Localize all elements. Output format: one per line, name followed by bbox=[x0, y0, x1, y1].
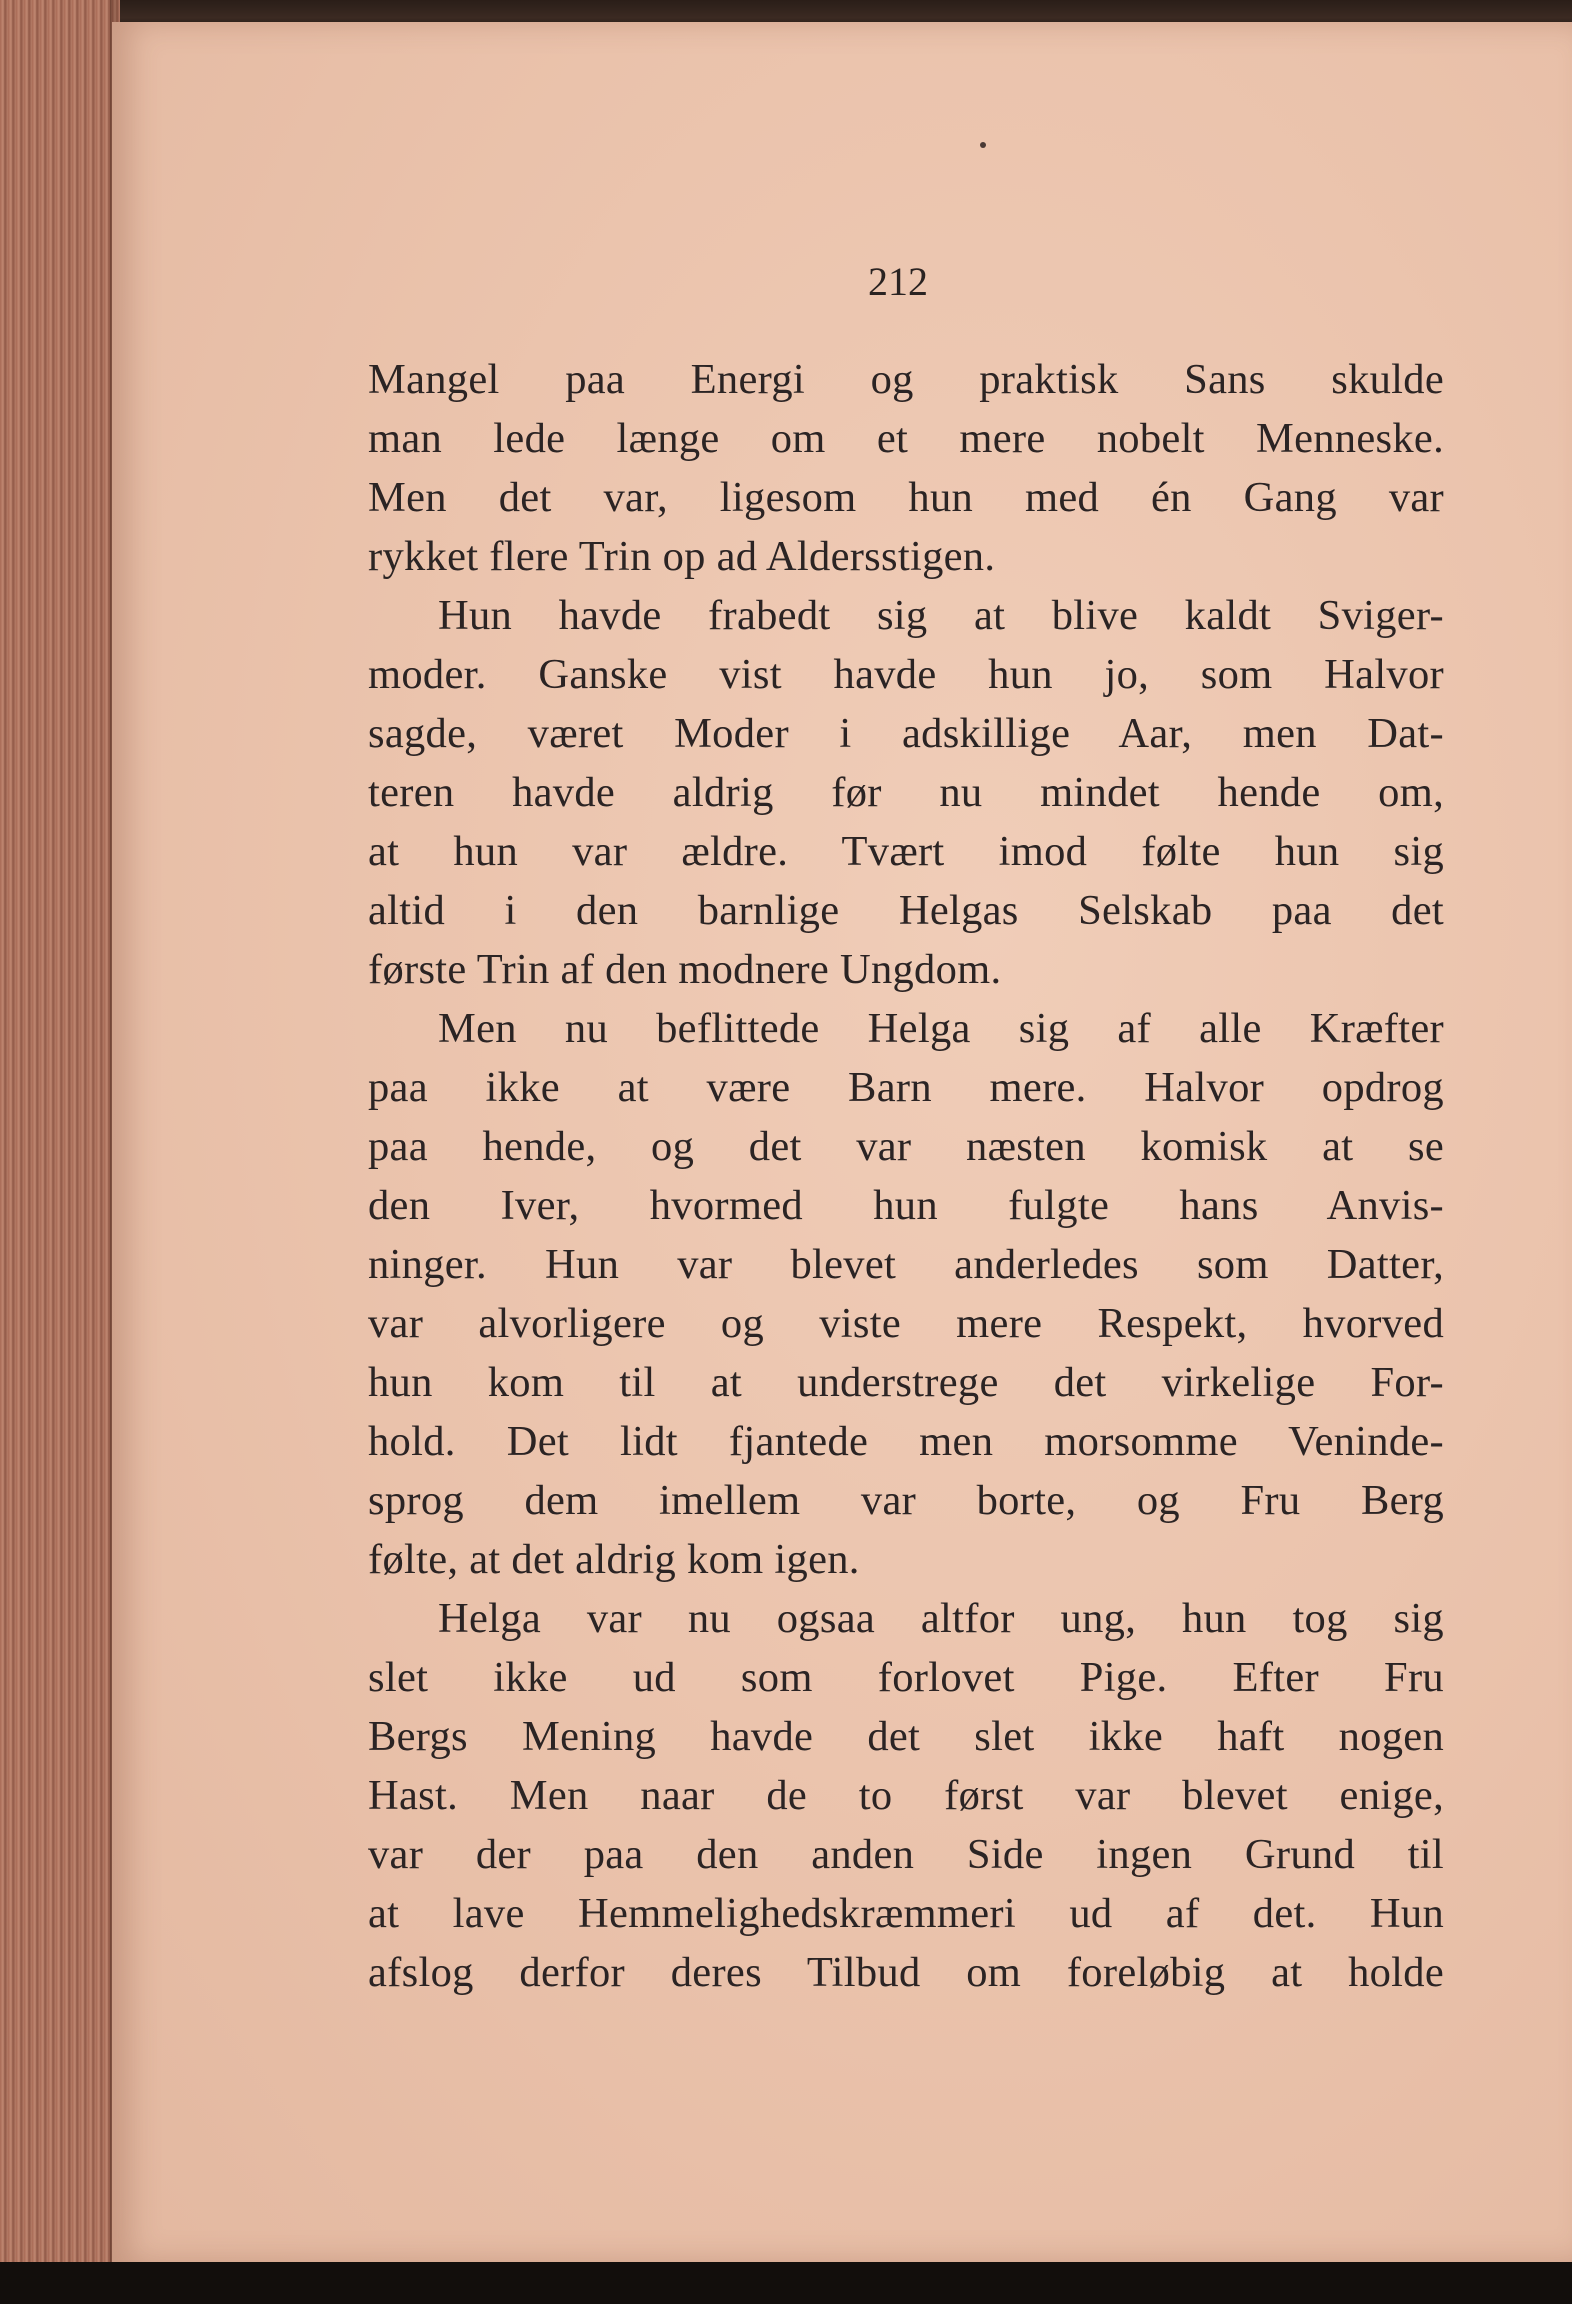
text-line: moder. Ganske vist havde hun jo, som Halvor bbox=[368, 651, 1444, 698]
text-line: Hun havde frabedt sig at blive kaldt Sviger- bbox=[438, 592, 1444, 639]
text-line: teren havde aldrig før nu mindet hende om, bbox=[368, 769, 1444, 816]
text-line: afslog derfor deres Tilbud om foreløbig at holde bbox=[368, 1949, 1444, 1996]
page-speck bbox=[980, 142, 986, 148]
text-line: Hast. Men naar de to først var blevet enige, bbox=[368, 1772, 1444, 1819]
text-line: var der paa den anden Side ingen Grund til bbox=[368, 1831, 1444, 1878]
text-line: den Iver, hvormed hun fulgte hans Anvis- bbox=[368, 1182, 1444, 1229]
text-line: Bergs Mening havde det slet ikke haft nogen bbox=[368, 1713, 1444, 1760]
text-line: altid i den barnlige Helgas Selskab paa det bbox=[368, 887, 1444, 934]
text-line: at lave Hemmelighedskræmmeri ud af det. Hun bbox=[368, 1890, 1444, 1937]
text-line: Mangel paa Energi og praktisk Sans skulde bbox=[368, 356, 1444, 403]
paragraph bbox=[368, 999, 1444, 1589]
book-bottom-edge bbox=[0, 2262, 1572, 2304]
text-line: hold. Det lidt fjantede men morsomme Veninde- bbox=[368, 1418, 1444, 1465]
paragraph bbox=[368, 586, 1444, 999]
paragraph bbox=[368, 350, 1444, 586]
text-line: var alvorligere og viste mere Respekt, hvorved bbox=[368, 1300, 1444, 1347]
text-line: sagde, været Moder i adskillige Aar, men Dat- bbox=[368, 710, 1444, 757]
page-number: 212 bbox=[868, 259, 928, 304]
text-line: man lede længe om et mere nobelt Menneske. bbox=[368, 415, 1444, 462]
text-line: paa hende, og det var næsten komisk at se bbox=[368, 1123, 1444, 1170]
text-line: Helga var nu ogsaa altfor ung, hun tog sig bbox=[438, 1595, 1444, 1642]
text-line: første Trin af den modnere Ungdom. bbox=[368, 946, 1002, 993]
text-line: Men det var, ligesom hun med én Gang var bbox=[368, 474, 1444, 521]
text-line: slet ikke ud som forlovet Pige. Efter Fru bbox=[368, 1654, 1444, 1701]
text-line: ninger. Hun var blevet anderledes som Datter, bbox=[368, 1241, 1444, 1288]
page-stack-edge bbox=[0, 0, 120, 2304]
text-line: sprog dem imellem var borte, og Fru Berg bbox=[368, 1477, 1444, 1524]
paragraph bbox=[368, 1589, 1444, 2002]
text-line: rykket flere Trin op ad Aldersstigen. bbox=[368, 533, 996, 580]
body-text bbox=[368, 350, 1444, 2002]
text-line: paa ikke at være Barn mere. Halvor opdrog bbox=[368, 1064, 1444, 1111]
text-line: Men nu beflittede Helga sig af alle Kræfter bbox=[438, 1005, 1444, 1052]
text-line: at hun var ældre. Tvært imod følte hun sig bbox=[368, 828, 1444, 875]
text-line: følte, at det aldrig kom igen. bbox=[368, 1536, 860, 1583]
text-line: hun kom til at understrege det virkelige For- bbox=[368, 1359, 1444, 1406]
